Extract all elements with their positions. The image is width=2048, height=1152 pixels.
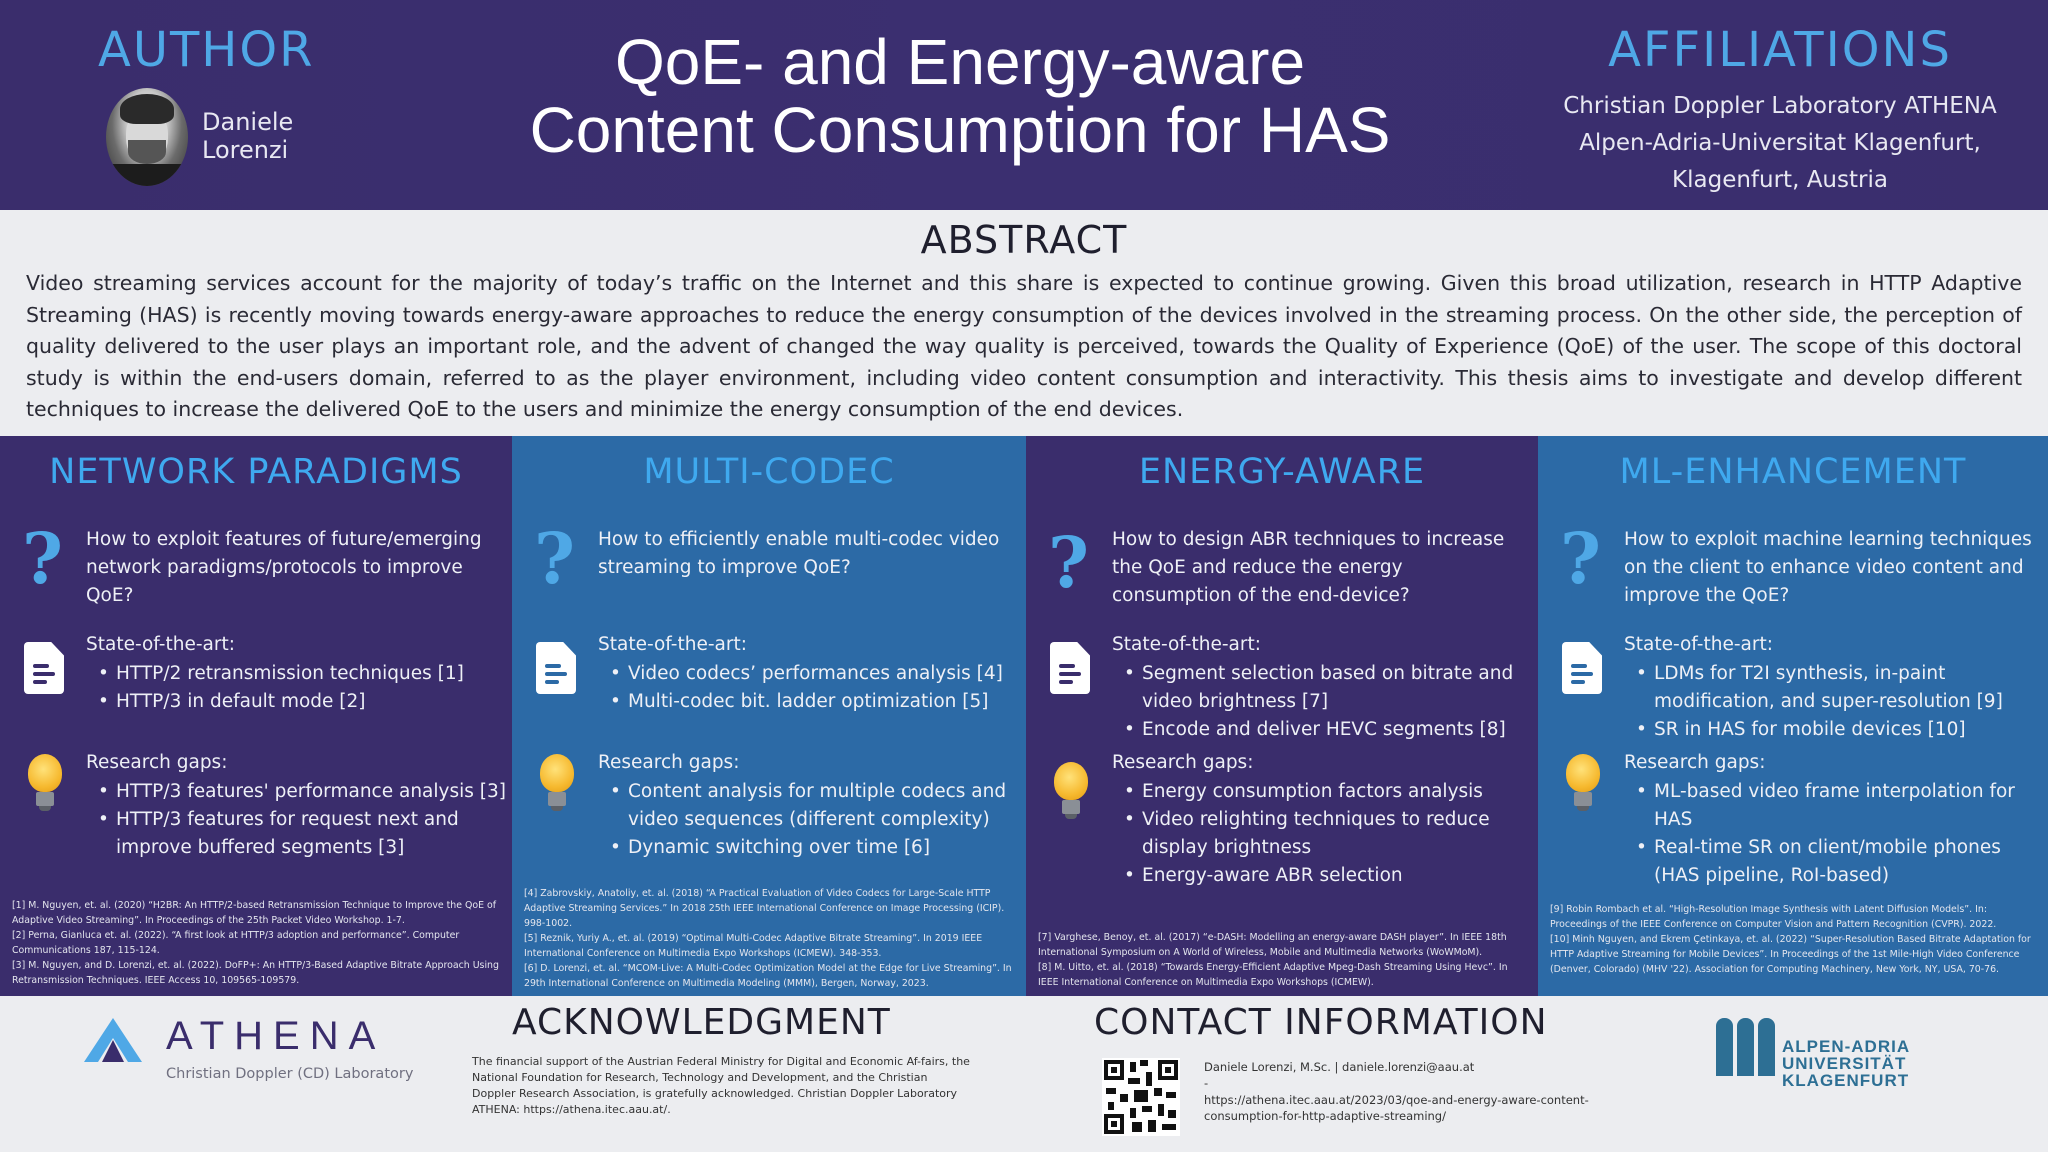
acknowledgment-heading: ACKNOWLEDGMENT <box>512 1002 891 1043</box>
list-item: • Multi-codec bit. ladder optimization [5] <box>628 688 1018 716</box>
references: [1] M. Nguyen, et. al. (2020) “H2BR: An HTTP/2-based Retransmission Technique to Improve the QoE of Adaptive Video Streaming”. In Proceedings of the 25th Packet Video Workshop. 1-7. [2] Perna, Gianluca et. al. (2022). “A first look at HTTP/3 adoption and performance”. Computer Communications 187, 115-124. [3] M. Nguyen, and D. Lorenzi, et. al. (2022). DoFP+: An HTTP/3-Based Adaptive Bitrate Approach Using Retransmission Techniques. IEEE Access 10, 109565-109579. <box>12 900 499 986</box>
list-item: • HTTP/3 features' performance analysis [3] <box>116 778 506 806</box>
author-name <box>202 108 293 164</box>
poster-header <box>0 0 2048 210</box>
document-icon <box>536 642 576 694</box>
author-heading: AUTHOR <box>98 22 315 78</box>
sota-label: State-of-the-art: <box>86 634 235 655</box>
column-ml-enhancement <box>1538 436 2048 996</box>
aau-logo-icon <box>1716 1018 1776 1076</box>
question-mark-icon: ? <box>22 517 64 600</box>
list-item: • LDMs for T2I synthesis, in-paint modification, and super-resolution [9] <box>1654 660 2034 716</box>
list-item: • HTTP/3 in default mode [2] <box>116 688 506 716</box>
contact-url-link[interactable]: https://athena.itec.aau.at/2023/03/qoe-and-energy-aware-content-consumption-for-http-adaptive-streaming/ <box>1204 1093 1589 1123</box>
sota-label: State-of-the-art: <box>1112 634 1261 655</box>
research-gaps-label: Research gaps: <box>1624 752 1766 773</box>
author-last-name: Lorenzi <box>202 136 289 164</box>
list-item: • SR in HAS for mobile devices [10] <box>1654 716 2034 744</box>
research-gaps-list <box>1142 778 1522 890</box>
aau-line-2: UNIVERSITÄT <box>1782 1054 1907 1073</box>
poster-title <box>420 28 1500 164</box>
title-line-2: Content Consumption for HAS <box>529 94 1391 166</box>
column-title: NETWORK PARADIGMS <box>49 452 463 492</box>
athena-logo-icon <box>84 1018 142 1062</box>
references: [9] Robin Rombach et al. “High-Resolution Image Synthesis with Latent Diffusion Models”. In: Proceedings of the IEEE Conference on Computer Vision and Pattern Recognition (CVPR). 2022. [10] Minh Nguyen, and Ekrem Çetinkaya, et. al. (2022) “Super-Resolution Based Bitrate Adaptation for HTTP Adaptive Streaming for Mobile Devices”. In Proceedings of the 1st Mile-High Video Conference (Denver, Colorado) (MHV '22). Association for Computing Machinery, New York, NY, USA, 70-76. <box>1550 904 2031 975</box>
column-multi-codec <box>512 436 1026 996</box>
references: [7] Varghese, Benoy, et. al. (2017) “e-DASH: Modelling an energy-aware DASH player”. In IEEE 18th International Symposium on A World of Wireless, Mobile and Multimedia Networks (WoWMoM). [8] M. Uitto, et. al. (2018) “Towards Energy-Efficient Adaptive Mpeg-Dash Streaming Using Hevc”. In IEEE International Conference on Multimedia Expo Workshops (ICMEW). <box>1038 932 1508 988</box>
research-question: How to design ABR techniques to increase the QoE and reduce the energy consumption of the end-device? <box>1112 529 1505 606</box>
athena-subtitle: Christian Doppler (CD) Laboratory <box>166 1066 414 1082</box>
list-item: • Content analysis for multiple codecs and video sequences (different complexity) <box>628 778 1018 834</box>
references: [4] Zabrovskiy, Anatoliy, et. al. (2018) “A Practical Evaluation of Video Codecs for Large-Scale HTTP Adaptive Streaming Services.” In 2018 25th IEEE International Conference on Image Processing (ICIP). 998-1002. [5] Reznik, Yuriy A., et. al. (2019) “Optimal Multi-Codec Adaptive Bitrate Streaming”. In 2019 IEEE International Conference on Multimedia Expo Workshops (ICMEW). 348-353. [6] D. Lorenzi, et. al. “MCOM-Live: A Multi-Codec Optimization Model at the Edge for Live Streaming”. In 29th International Conference on Multimedia Modeling (MMM), Bergen, Norway, 2023. <box>524 888 1012 989</box>
affiliations-text <box>1520 88 2040 199</box>
column-title: ML-ENHANCEMENT <box>1619 452 1967 492</box>
sota-list <box>628 660 1018 716</box>
acknowledgment-text: The financial support of the Austrian Federal Ministry for Digital and Economic Af-fairs, the National Foundation for Research, Technology and Development, and the Christian Doppler Research Association, is gratefully acknowledged. Christian Doppler Laboratory ATHENA: https://athena.itec.aau.at/. <box>472 1055 970 1116</box>
list-item: • Encode and deliver HEVC segments [8] <box>1142 716 1522 744</box>
question-mark-icon: ? <box>1560 517 1602 600</box>
list-item: • Energy consumption factors analysis <box>1142 778 1522 806</box>
sota-list <box>1654 660 2034 744</box>
question-mark-icon: ? <box>534 517 576 600</box>
lightbulb-icon <box>1562 754 1604 814</box>
lightbulb-icon <box>1050 762 1092 822</box>
title-line-1: QoE- and Energy-aware <box>614 26 1306 98</box>
list-item: • Real-time SR on client/mobile phones (HAS pipeline, RoI-based) <box>1654 834 2034 890</box>
contact-email[interactable]: Daniele Lorenzi, M.Sc. | daniele.lorenzi@aau.at <box>1204 1060 1475 1074</box>
column-title: ENERGY-AWARE <box>1138 452 1426 492</box>
affiliation-line-3: Klagenfurt, Austria <box>1672 167 1888 193</box>
document-icon <box>1562 642 1602 694</box>
document-icon <box>24 642 64 694</box>
athena-wordmark: ATHENA <box>166 1014 386 1058</box>
list-item: • Video codecs’ performances analysis [4] <box>628 660 1018 688</box>
research-gaps-label: Research gaps: <box>598 752 740 773</box>
lightbulb-icon <box>24 754 66 814</box>
lightbulb-icon <box>536 754 578 814</box>
question-mark-icon: ? <box>1048 521 1090 604</box>
sota-list <box>1142 660 1522 744</box>
sota-label: State-of-the-art: <box>598 634 747 655</box>
list-item: • HTTP/3 features for request next and improve buffered segments [3] <box>116 806 506 862</box>
abstract-text: Video streaming services account for the majority of today’s traffic on the Internet and this share is expected to continue growing. Given this broad utilization, research in HTTP Adaptive Streaming (HAS) is recently moving towards energy-aware approaches to reduce the energy consumption of the devices involved in the streaming process. On the other side, the perception of quality delivered to the user plays an important role, and the advent of changed the way quality is perceived, towards the Quality of Experience (QoE) of the user. The scope of this doctoral study is within the end-users domain, referred to as the player environment, including video content consumption and interactivity. This thesis aims to investigate and develop different techniques to increase the delivered QoE to the users and minimize the energy consumption of the end devices. <box>26 271 2022 421</box>
affiliation-line-1: Christian Doppler Laboratory ATHENA <box>1563 93 1997 119</box>
abstract-heading: ABSTRACT <box>920 218 1128 262</box>
aau-line-1: ALPEN-ADRIA <box>1782 1037 1911 1056</box>
list-item: • Dynamic switching over time [6] <box>628 834 1018 862</box>
column-network-paradigms <box>0 436 512 996</box>
list-item: • Energy-aware ABR selection <box>1142 862 1522 890</box>
column-energy-aware <box>1026 436 1538 996</box>
research-question: How to exploit machine learning techniques on the client to enhance video content and improve the QoE? <box>1624 529 2032 606</box>
affiliations-heading: AFFILIATIONS <box>1608 22 1952 78</box>
author-avatar <box>106 88 188 186</box>
document-icon <box>1050 642 1090 694</box>
affiliation-line-2: Alpen-Adria-Universitat Klagenfurt, <box>1579 130 1981 156</box>
qr-code-icon[interactable] <box>1102 1058 1180 1136</box>
research-gaps-label: Research gaps: <box>1112 752 1254 773</box>
sota-label: State-of-the-art: <box>1624 634 1773 655</box>
contact-heading: CONTACT INFORMATION <box>1094 1002 1548 1043</box>
research-gaps-list <box>116 778 506 862</box>
contact-separator: - <box>1204 1076 1209 1090</box>
column-title: MULTI-CODEC <box>643 452 895 492</box>
aau-line-3: KLAGENFURT <box>1782 1071 1910 1090</box>
author-first-name: Daniele <box>202 108 294 136</box>
research-gaps-list <box>628 778 1018 862</box>
list-item: • HTTP/2 retransmission techniques [1] <box>116 660 506 688</box>
list-item: • Video relighting techniques to reduce display brightness <box>1142 806 1522 862</box>
list-item: • ML-based video frame interpolation for HAS <box>1654 778 2034 834</box>
research-gaps-list <box>1654 778 2034 890</box>
list-item: • Segment selection based on bitrate and video brightness [7] <box>1142 660 1522 716</box>
research-question: How to efficiently enable multi-codec video streaming to improve QoE? <box>598 529 1000 578</box>
aau-wordmark <box>1782 1038 1910 1089</box>
sota-list <box>116 660 506 716</box>
research-question: How to exploit features of future/emerging network paradigms/protocols to improve QoE? <box>86 529 482 606</box>
research-gaps-label: Research gaps: <box>86 752 228 773</box>
